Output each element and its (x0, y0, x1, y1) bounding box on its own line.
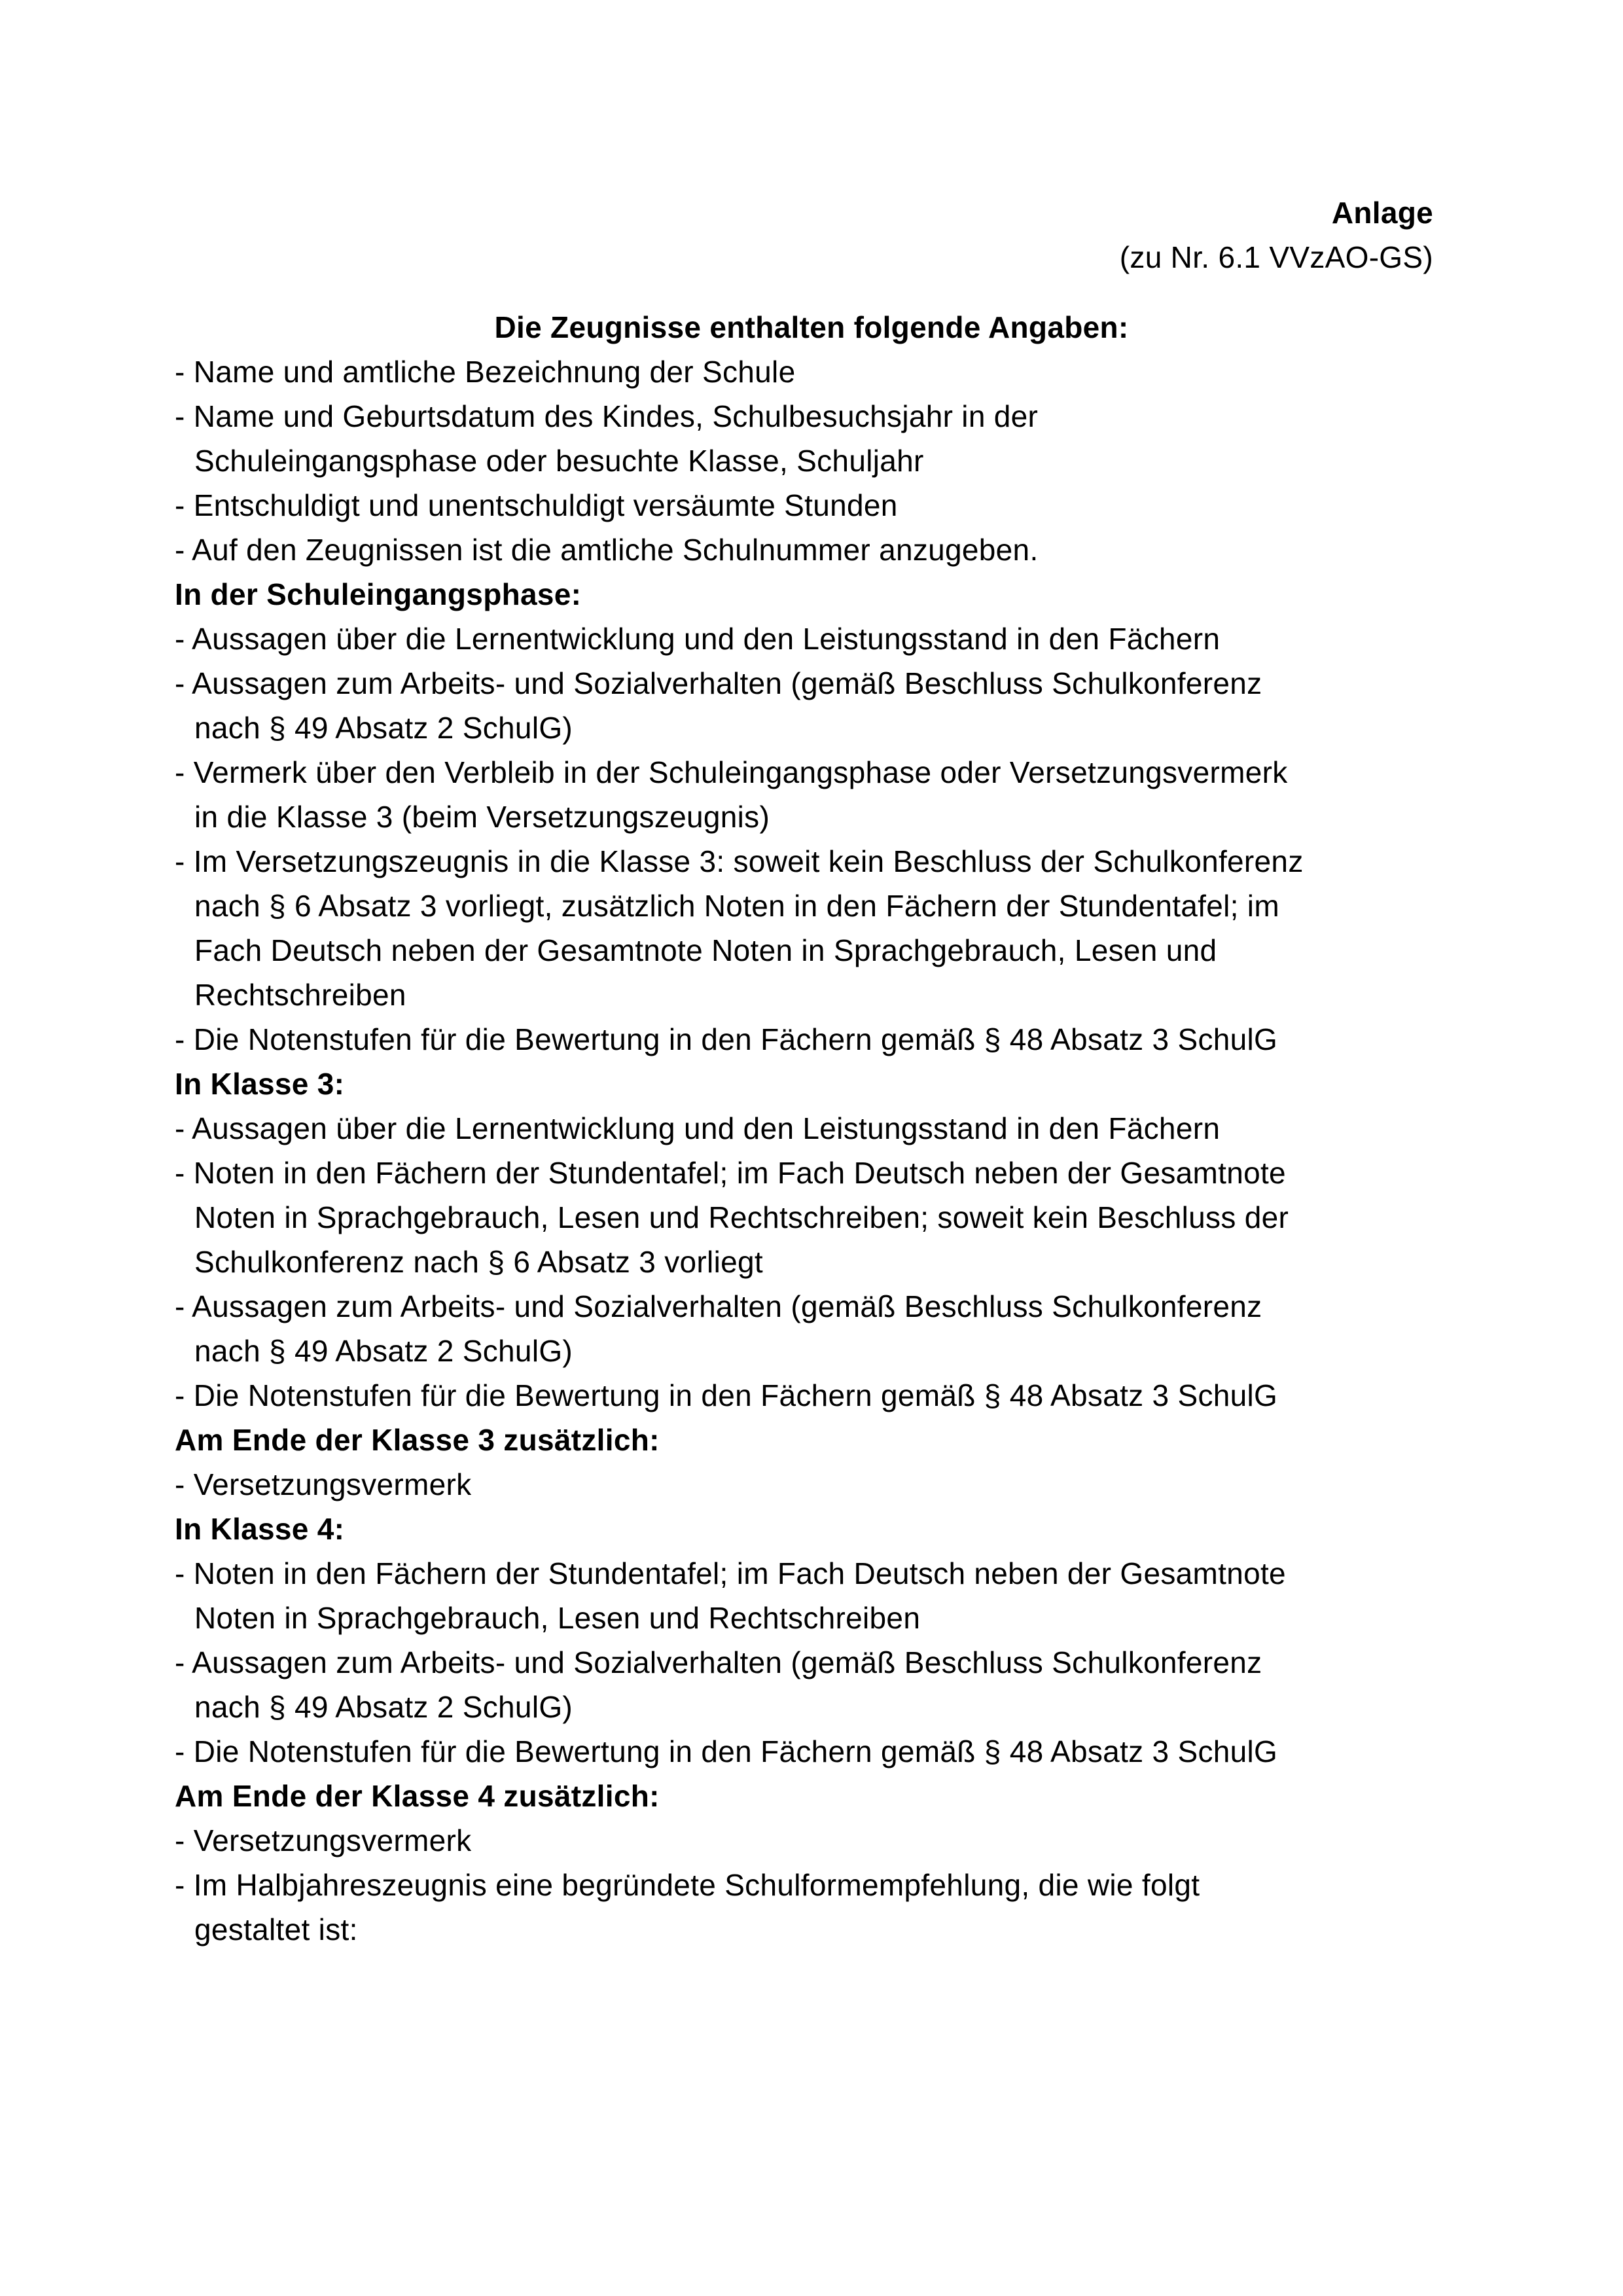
bullet-text-line: - Aussagen zum Arbeits- und Sozialverhalten (gemäß Beschluss Schulkonferenz (175, 1645, 1262, 1679)
bullet-text-line: - Aussagen über die Lernentwicklung und den Leistungsstand in den Fächern (175, 622, 1221, 656)
bullet-text-line: - Aussagen zum Arbeits- und Sozialverhalten (gemäß Beschluss Schulkonferenz (175, 666, 1262, 700)
bullet-text-line: - Im Halbjahreszeugnis eine begründete Schulformempfehlung, die wie folgt (175, 1868, 1200, 1902)
bullet-text-line: - Vermerk über den Verbleib in der Schuleingangsphase oder Versetzungsvermerk (175, 755, 1288, 789)
wrapped-text-line: Rechtschreiben (194, 978, 406, 1012)
wrapped-text-line: nach § 49 Absatz 2 SchulG) (194, 1334, 573, 1368)
bullet-text-line: - Im Versetzungszeugnis in die Klasse 3: soweit kein Beschluss der Schulkonferenz (175, 844, 1304, 878)
bullet-text-line: - Auf den Zeugnissen ist die amtliche Schulnummer anzugeben. (175, 533, 1039, 567)
section-heading: Am Ende der Klasse 3 zusätzlich: (175, 1423, 660, 1457)
bullet-text-line: - Die Notenstufen für die Bewertung in den Fächern gemäß § 48 Absatz 3 SchulG (175, 1022, 1278, 1056)
bullet-text-line: - Aussagen zum Arbeits- und Sozialverhalten (gemäß Beschluss Schulkonferenz (175, 1289, 1262, 1323)
wrapped-text-line: Noten in Sprachgebrauch, Lesen und Rechtschreiben; soweit kein Beschluss der (194, 1200, 1289, 1234)
wrapped-text-line: Fach Deutsch neben der Gesamtnote Noten in Sprachgebrauch, Lesen und (194, 933, 1217, 967)
attachment-label: Anlage (1331, 196, 1433, 230)
section-heading: In der Schuleingangsphase: (175, 577, 582, 611)
bullet-text-line: - Noten in den Fächern der Stundentafel; im Fach Deutsch neben der Gesamtnote (175, 1156, 1286, 1190)
bullet-text-line: - Versetzungsvermerk (175, 1823, 472, 1857)
bullet-text-line: - Die Notenstufen für die Bewertung in den Fächern gemäß § 48 Absatz 3 SchulG (175, 1734, 1278, 1768)
bullet-text-line: - Entschuldigt und unentschuldigt versäumte Stunden (175, 488, 898, 522)
bullet-text-line: - Name und amtliche Bezeichnung der Schule (175, 355, 796, 389)
bullet-text-line: - Versetzungsvermerk (175, 1467, 472, 1501)
wrapped-text-line: gestaltet ist: (194, 1912, 358, 1946)
wrapped-text-line: Noten in Sprachgebrauch, Lesen und Rechtschreiben (194, 1601, 921, 1635)
wrapped-text-line: Schuleingangsphase oder besuchte Klasse, Schuljahr (194, 444, 924, 478)
wrapped-text-line: in die Klasse 3 (beim Versetzungszeugnis) (194, 800, 770, 834)
bullet-text-line: - Name und Geburtsdatum des Kindes, Schulbesuchsjahr in der (175, 399, 1039, 433)
section-heading: In Klasse 4: (175, 1512, 345, 1546)
document-content (0, 190, 1623, 1952)
wrapped-text-line: nach § 49 Absatz 2 SchulG) (194, 1690, 573, 1724)
regulation-reference: (zu Nr. 6.1 VVzAO-GS) (1119, 240, 1433, 274)
bullet-text-line: - Aussagen über die Lernentwicklung und den Leistungsstand in den Fächern (175, 1111, 1221, 1145)
bullet-text-line: - Noten in den Fächern der Stundentafel; im Fach Deutsch neben der Gesamtnote (175, 1556, 1286, 1590)
section-heading: In Klasse 3: (175, 1067, 345, 1101)
document-header (175, 190, 1448, 279)
page-title: Die Zeugnisse enthalten folgende Angaben: (494, 310, 1129, 344)
section-heading: Am Ende der Klasse 4 zusätzlich: (175, 1779, 660, 1813)
document-body (175, 350, 1448, 1952)
wrapped-text-line: nach § 49 Absatz 2 SchulG) (194, 711, 573, 745)
wrapped-text-line: nach § 6 Absatz 3 vorliegt, zusätzlich Noten in den Fächern der Stundentafel; im (194, 889, 1279, 923)
wrapped-text-line: Schulkonferenz nach § 6 Absatz 3 vorliegt (194, 1245, 763, 1279)
bullet-text-line: - Die Notenstufen für die Bewertung in den Fächern gemäß § 48 Absatz 3 SchulG (175, 1378, 1278, 1412)
